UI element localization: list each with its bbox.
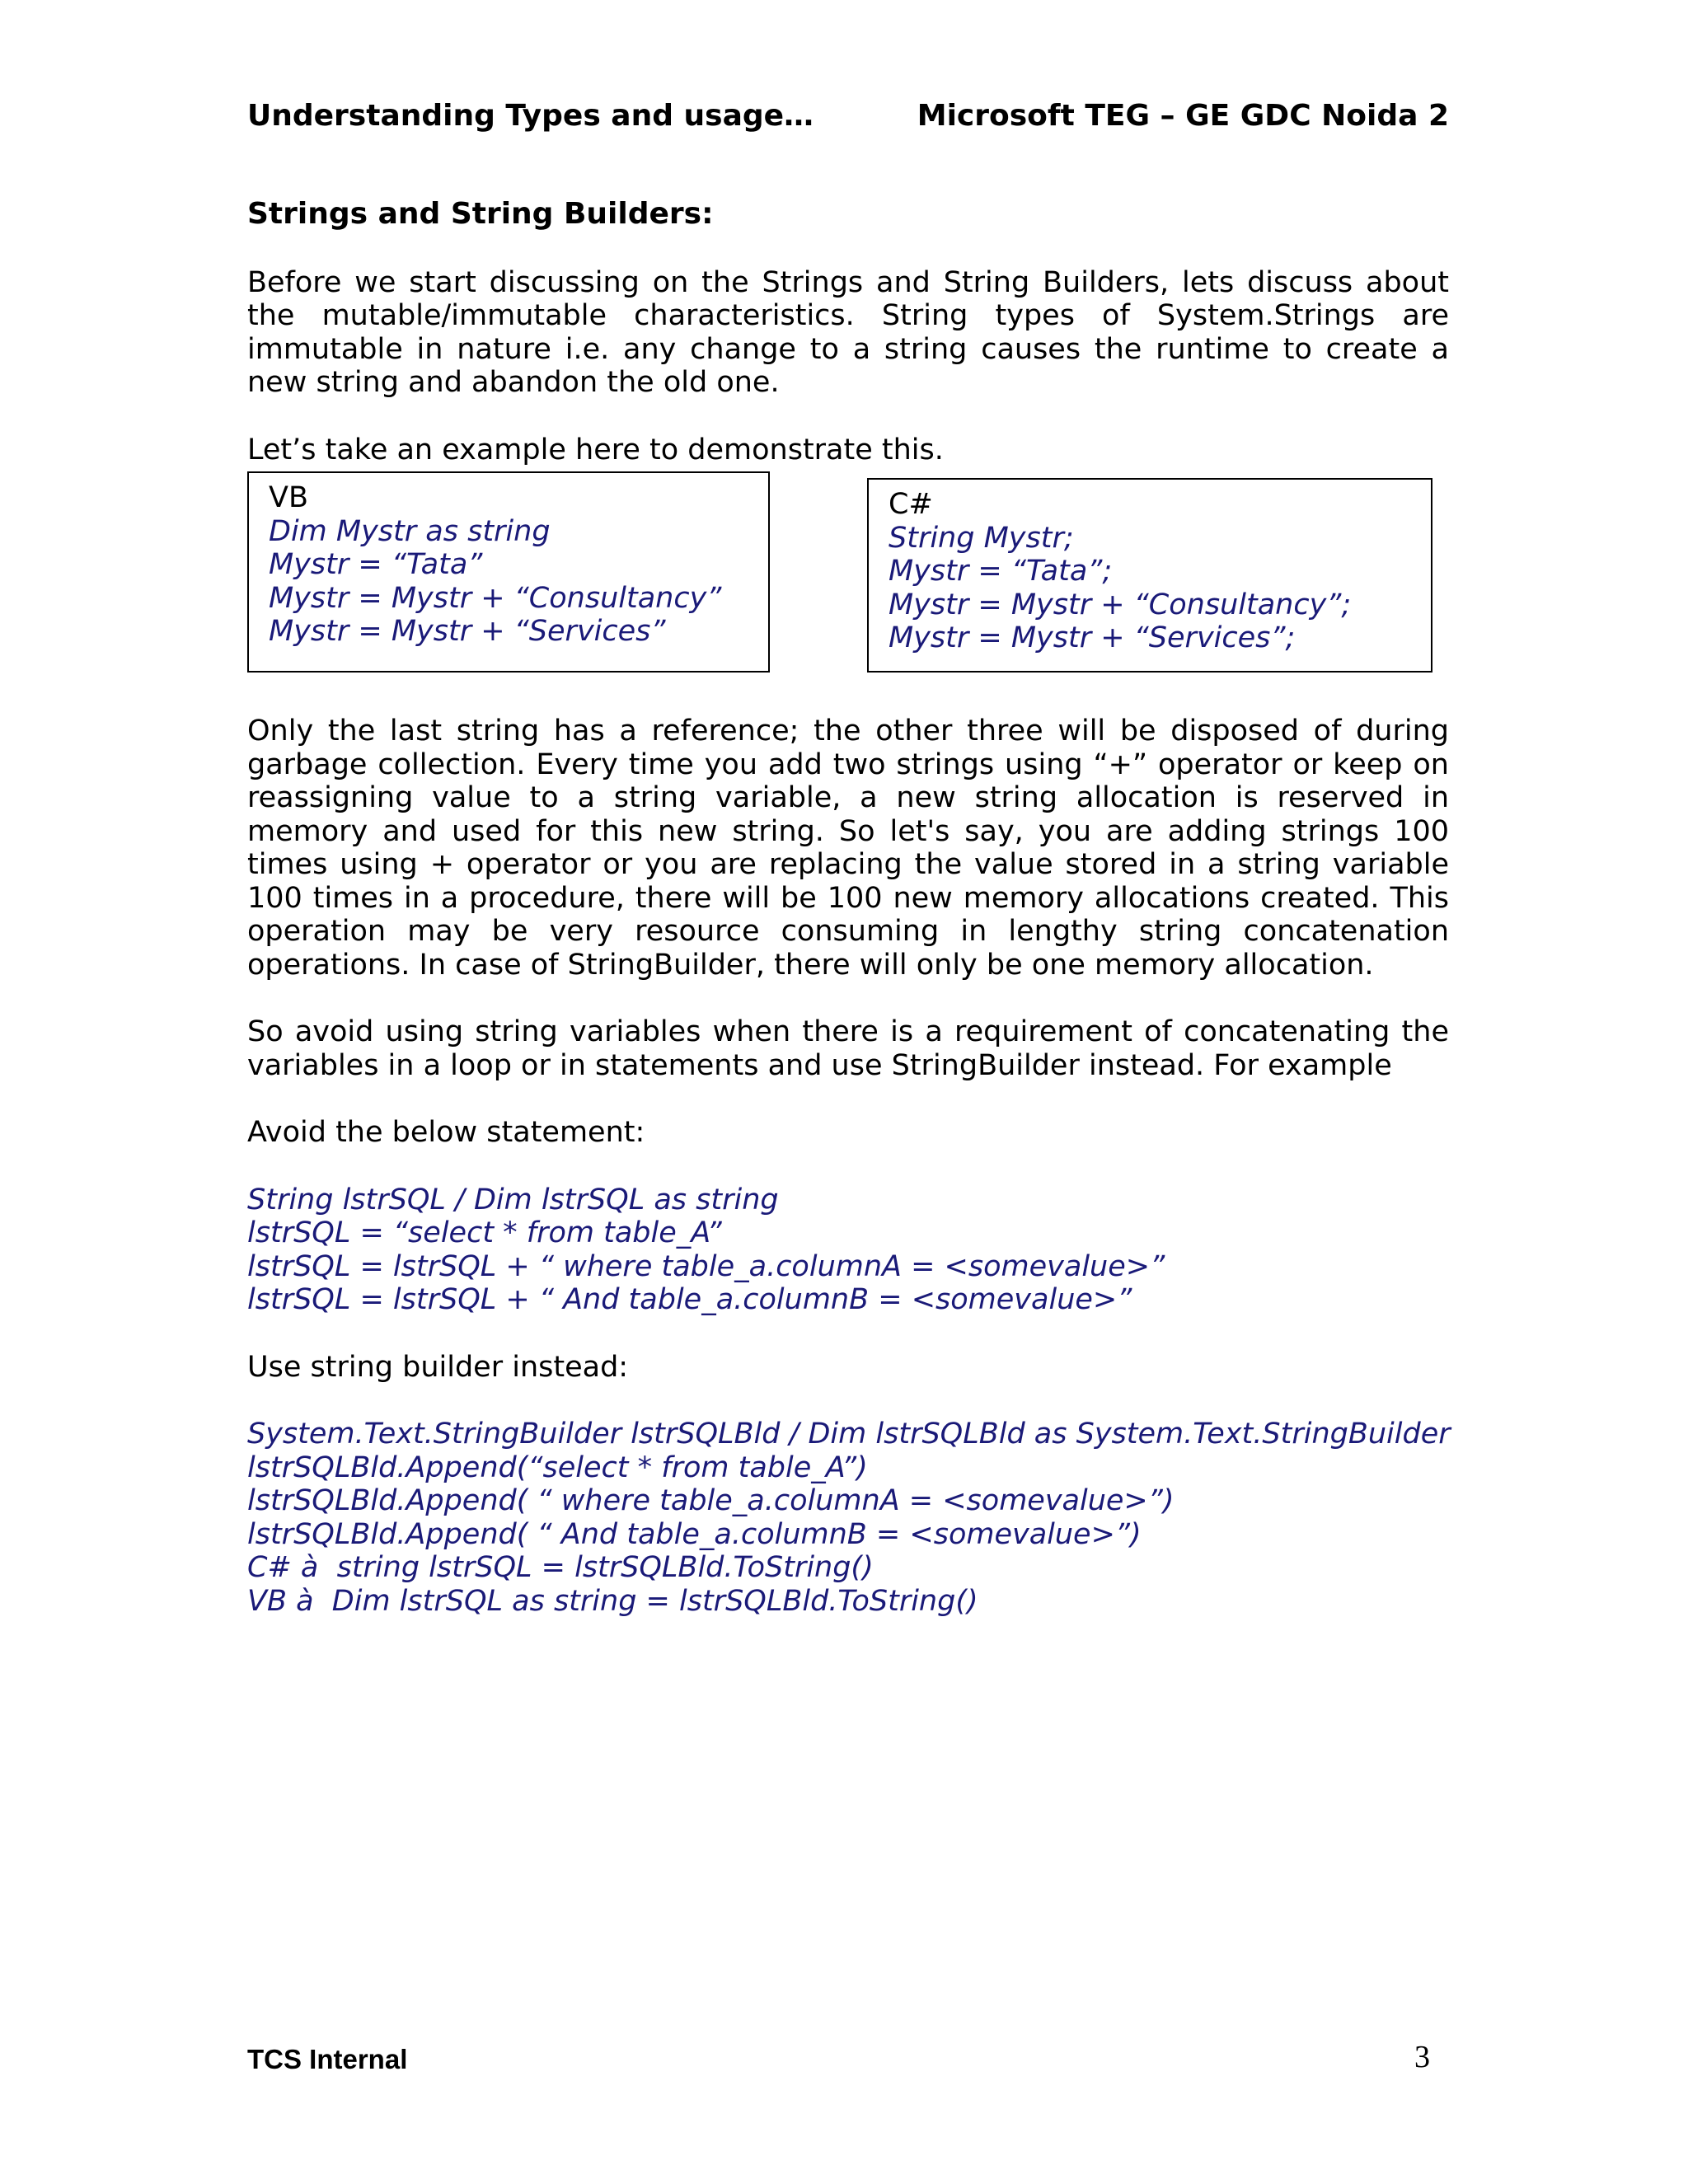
code-line: lstrSQL = lstrSQL + “ where table_a.columnA = <somevalue>” <box>247 1249 1165 1283</box>
code-line: lstrSQLBld.Append( “ where table_a.columnA = <somevalue>”) <box>247 1484 1175 1517</box>
vb-code-label: VB <box>269 481 308 514</box>
code-line: String lstrSQL / Dim lstrSQL as string <box>247 1183 779 1216</box>
page-number: 3 <box>1414 2040 1430 2074</box>
code-line: Mystr = Mystr + “Consultancy” <box>269 581 722 615</box>
code-line: lstrSQL = lstrSQL + “ And table_a.columnB = <somevalue>” <box>247 1283 1132 1316</box>
explanation-paragraph: Only the last string has a reference; the other three will be disposed of during garbage collection. Every time you add two strings using “+” operator or keep on reassigning value to a string variable, a new string allocation is reserved in memory and used for this new string. So let's say, you are adding strings 100 times using + operator or you are replacing the value stored in a string variable 100 times in a procedure, there will be 100 new memory allocations created. This operation may be very resource consuming in lengthy string concatenation operations. In case of StringBuilder, there will only be one memory allocation. <box>247 715 1449 982</box>
csharp-code-label: C# <box>889 488 933 521</box>
code-line: Dim Mystr as string <box>269 514 551 548</box>
running-header <box>247 96 1449 137</box>
advice-paragraph: So avoid using string variables when there is a requirement of concatenating the variables in a loop or in statements and use StringBuilder instead. For example <box>247 1015 1449 1082</box>
code-line: Mystr = Mystr + “Consultancy”; <box>889 588 1352 621</box>
code-line: String Mystr; <box>889 521 1074 555</box>
header-project: Microsoft TEG – GE GDC Noida 2 <box>917 99 1449 133</box>
csharp-code-box <box>867 478 1432 673</box>
stringbuilder-code-block <box>247 1418 1449 1618</box>
footer-classification: TCS Internal <box>247 2044 408 2074</box>
code-line: VB à Dim lstrSQL as string = lstrSQLBld.ToString() <box>247 1584 978 1618</box>
intro-paragraph: Before we start discussing on the Strings and String Builders, lets discuss about the mutable/immutable characteristics. String types of System.Strings are immutable in nature i.e. any change to a string causes the runtime to create a new string and abandon the old one. <box>247 265 1449 399</box>
example-intro-paragraph: Let’s take an example here to demonstrate this. <box>247 433 944 466</box>
document-body <box>247 198 1449 1652</box>
code-line: lstrSQLBld.Append( “ And table_a.columnB = <somevalue>”) <box>247 1517 1142 1551</box>
code-line: Mystr = “Tata” <box>269 548 483 581</box>
header-title: Understanding Types and usage… <box>247 99 814 133</box>
code-line: Mystr = Mystr + “Services” <box>269 615 666 648</box>
vb-code-box <box>247 471 770 673</box>
code-line: lstrSQLBld.Append(“select * from table_A”) <box>247 1451 868 1484</box>
avoid-label: Avoid the below statement: <box>247 1116 645 1149</box>
use-label: Use string builder instead: <box>247 1350 629 1384</box>
avoid-code-block <box>247 1183 1449 1317</box>
code-line: Mystr = “Tata”; <box>889 555 1113 588</box>
section-heading: Strings and String Builders: <box>247 197 714 231</box>
code-line: Mystr = Mystr + “Services”; <box>889 621 1296 654</box>
code-comparison <box>247 471 1449 673</box>
code-line: C# à string lstrSQL = lstrSQLBld.ToString() <box>247 1551 874 1584</box>
code-line: System.Text.StringBuilder lstrSQLBld / Dim lstrSQLBld as System.Text.StringBuilder <box>247 1418 1451 1451</box>
code-line: lstrSQL = “select * from table_A” <box>247 1216 722 1249</box>
